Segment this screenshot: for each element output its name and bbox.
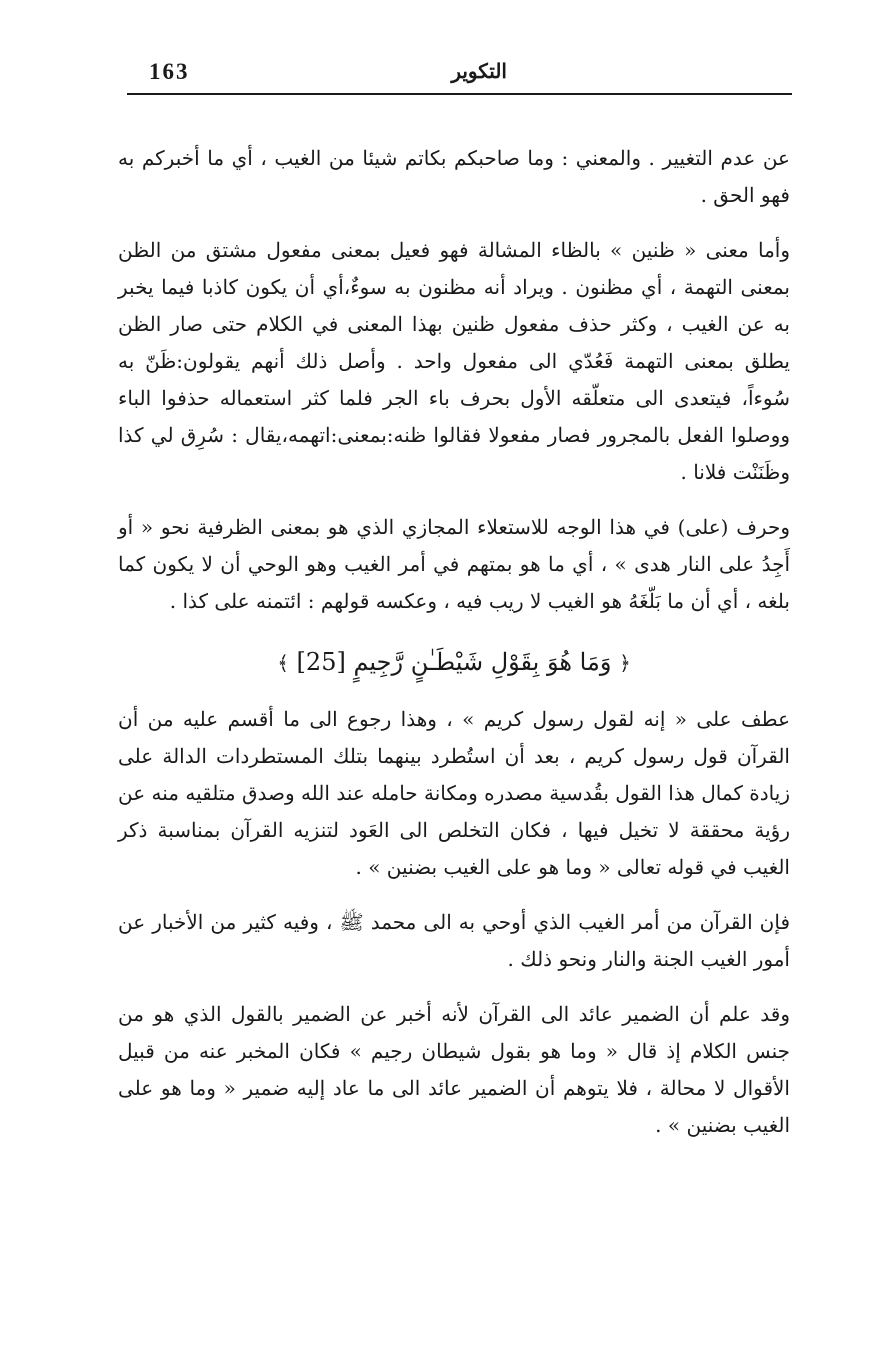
paragraph-4: عطف على « إنه لقول رسول كريم » ، وهذا رجوع الى ما أقسم عليه من أن القرآن قول رسول كريم ، بعد أن استُطرد بينهما بتلك المستطردات الدالة على زيادة كمال هذا القول بقُدسية مصدره ومكانة حامله عند الله وصدق متلقيه منه عن رؤية محققة لا تخيل فيها ، فكان التخلص الى العَود لتنزيه القرآن بمناسبة ذكر الغيب في قوله تعالى « وما هو على الغيب بضنين » . xyxy=(118,707,790,879)
page-header xyxy=(127,55,792,95)
paragraph-6: وقد علم أن الضمير عائد الى القرآن لأنه أخبر عن الضمير بالقول الذي هو من جنس الكلام إذ قال « وما هو بقول شيطان رجيم » فكان المخبر عنه من قبيل الأقوال لا محالة ، فلا يتوهم أن الضمير عائد الى ما عاد إليه ضمير « وما هو على الغيب بضنين » . xyxy=(118,1002,790,1137)
header-rule xyxy=(127,93,792,95)
verse-text: وَمَا هُوَ بِقَوْلِ شَيْطَـٰنٍ رَّجِيمٍ [25] xyxy=(296,648,612,676)
quran-verse xyxy=(118,638,790,687)
paragraph-3: وحرف (على) في هذا الوجه للاستعلاء المجازي الذي هو بمعنى الظرفية نحو « أو أَجِدُ على النار هدى » ، أي ما هو بمتهم في أمر الغيب وهو الوحي أن لا يكون كما بلغه ، أي أن ما بَلّغَهُ هو الغيب لا ريب فيه ، وعكسه قولهم : ائتمنه على كذا . xyxy=(118,515,790,613)
verse-open-bracket: ﴿ xyxy=(619,651,631,675)
paragraph-5: فإن القرآن من أمر الغيب الذي أوحي به الى محمد ﷺ ، وفيه كثير من الأخبار عن أمور الغيب الجنة والنار ونحو ذلك . xyxy=(118,910,790,971)
verse-close-bracket: ﴾ xyxy=(277,651,289,675)
paragraph-2: وأما معنى « ظنين » بالظاء المشالة فهو فعيل بمعنى مفعول مشتق من الظن بمعنى التهمة ، أي مظنون . ويراد أنه مظنون به سوءٌ،أي أن يكون كاذبا فيما يخبر به عن الغيب ، وكثر حذف مفعول ظنين بهذا المعنى في الكلام حتى صار الظن يطلق بمعنى التهمة فَعُدّي الى مفعول واحد . وأصل ذلك أنهم يقولون:ظَنّ به سُوءاً، فيتعدى الى متعلّقه الأول بحرف باء الجر فلما كثر استعماله حذفوا الباء ووصلوا الفعل بالمجرور فصار مفعولا فقالوا ظنه:بمعنى:اتهمه،يقال : سُرِق لي كذا وظَنَنْت فلانا . xyxy=(118,238,790,484)
page-number: 163 xyxy=(149,59,190,84)
page-body xyxy=(118,140,790,1162)
running-title: التكوير xyxy=(451,59,507,83)
paragraph-1: عن عدم التغيير . والمعني : وما صاحبكم بكاتم شيئا من الغيب ، أي ما أخبركم به فهو الحق . xyxy=(118,146,790,207)
